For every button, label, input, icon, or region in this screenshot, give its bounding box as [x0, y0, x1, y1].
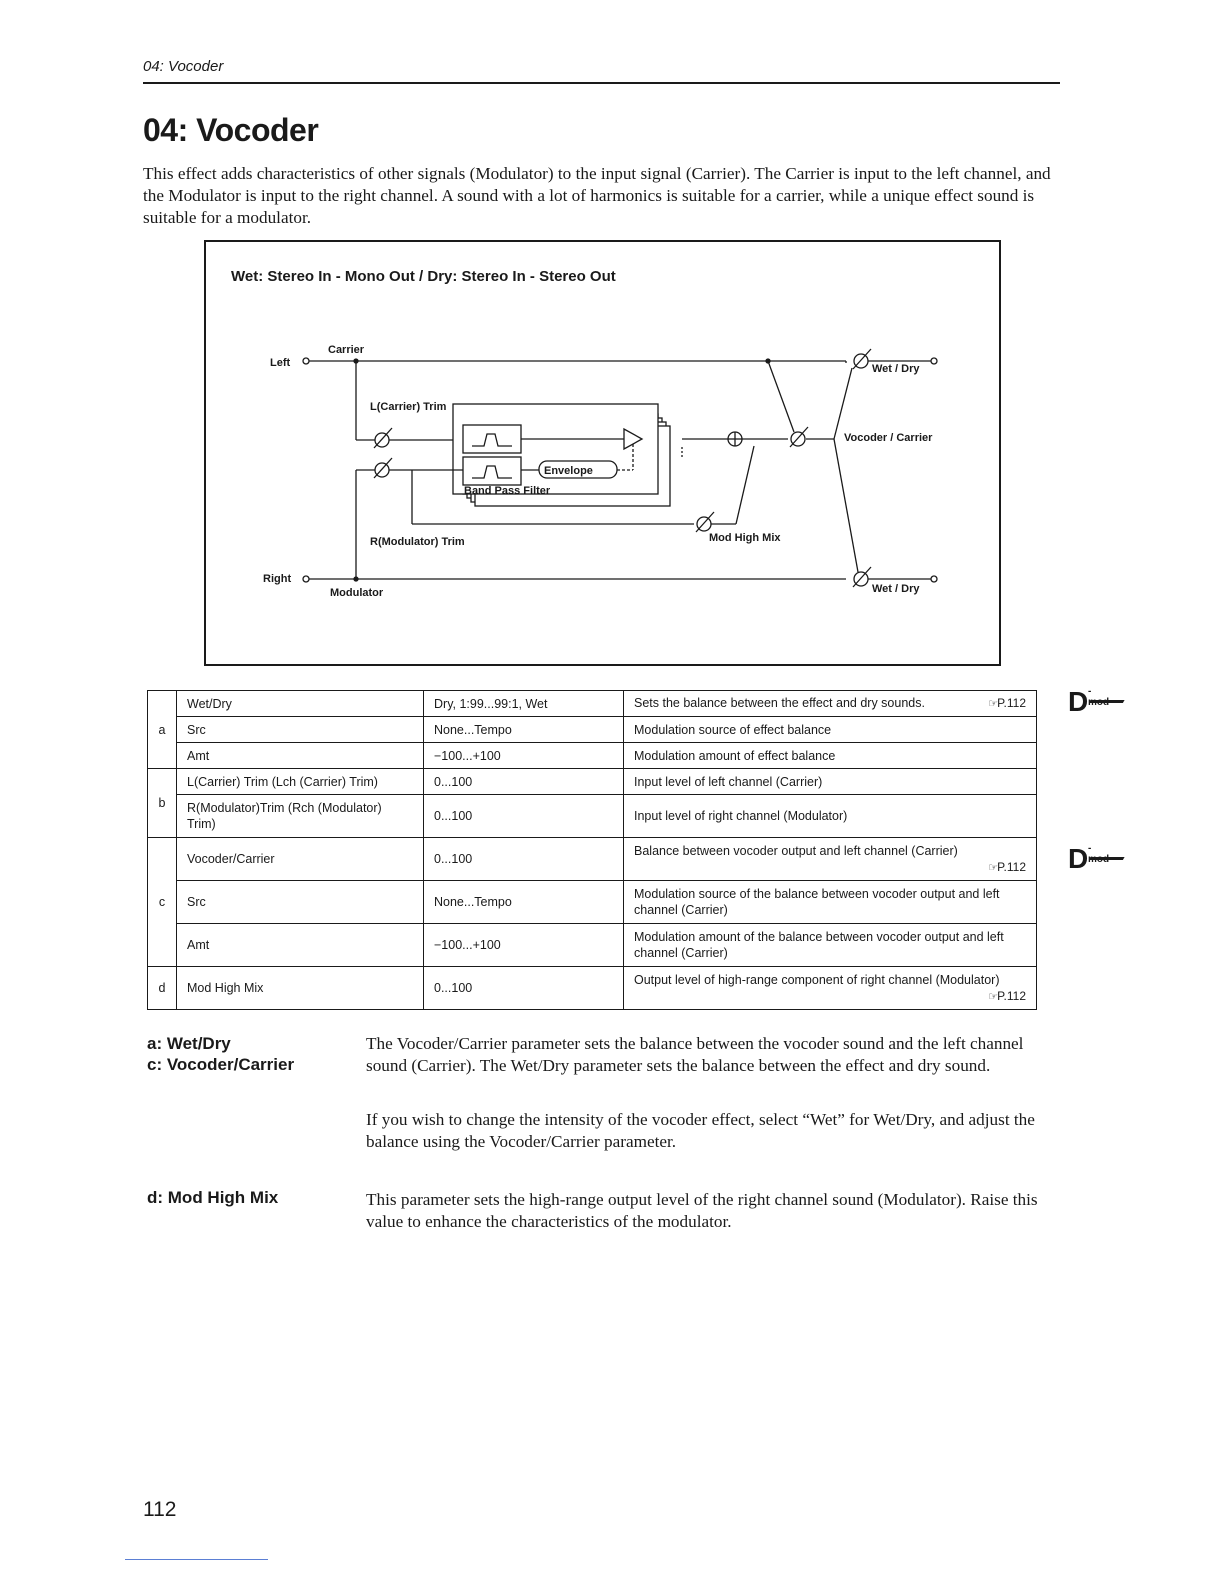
section-heading: d: Mod High Mix — [147, 1188, 279, 1207]
param-desc-cell — [624, 838, 1037, 881]
param-range: 0...100 — [424, 967, 624, 1010]
param-name: L(Carrier) Trim (Lch (Carrier) Trim) — [177, 769, 424, 795]
table-row — [148, 838, 1037, 881]
section-heading: a: Wet/Dry — [147, 1034, 231, 1053]
table-row — [148, 795, 1037, 838]
envelope-label: Envelope — [544, 465, 593, 477]
group-cell: a — [148, 691, 177, 769]
modulator-label: Modulator — [330, 587, 384, 599]
param-desc: Input level of left channel (Carrier) — [624, 769, 1037, 795]
section-paragraph: If you wish to change the intensity of the vocoder effect, select “Wet” for Wet/Dry, and adjust the balance using the Vocoder/Carrier parameter. — [366, 1110, 1035, 1151]
group-cell: b — [148, 769, 177, 838]
page-ref: ☞P.112 — [988, 859, 1026, 874]
table-row — [148, 717, 1037, 743]
diagram-drawing — [206, 242, 1003, 668]
right-input-jack — [303, 576, 309, 582]
r-trim-label: R(Modulator) Trim — [370, 536, 465, 548]
band-pass-label: Band Pass Filter — [464, 485, 551, 497]
group-cell: c — [148, 838, 177, 967]
param-name: Vocoder/Carrier — [177, 838, 424, 881]
intro-paragraph: This effect adds characteristics of other signals (Modulator) to the input signal (Carrier). The Carrier is input to the left channel, and the Modulator is input to the right channel. A sound with a lot of harmonics is suitable for a carrier, while a unique effect sound is suitable for a modulator. — [143, 164, 1051, 227]
page-title: 04: Vocoder — [143, 112, 319, 148]
param-range: Dry, 1:99...99:1, Wet — [424, 691, 624, 717]
param-desc-cell — [624, 691, 1037, 717]
table-row — [148, 769, 1037, 795]
wet-dry-top-label: Wet / Dry — [872, 363, 920, 375]
table-row — [148, 924, 1037, 967]
param-desc: Input level of right channel (Modulator) — [624, 795, 1037, 838]
table-row — [148, 743, 1037, 769]
parameter-table — [147, 690, 1037, 1010]
table-row — [148, 881, 1037, 924]
vocoder-carrier-label: Vocoder / Carrier — [844, 432, 933, 444]
section-heading: c: Vocoder/Carrier — [147, 1055, 295, 1074]
param-range: −100...+100 — [424, 924, 624, 967]
table-row — [148, 691, 1037, 717]
left-input-jack — [303, 358, 309, 364]
param-desc-cell — [624, 967, 1037, 1010]
group-cell: d — [148, 967, 177, 1010]
dmod-badge: D -mod — [1068, 688, 1088, 716]
carrier-label: Carrier — [328, 344, 365, 356]
param-desc: Modulation source of effect balance — [624, 717, 1037, 743]
dmod-badge: D -mod — [1068, 845, 1088, 873]
param-range: −100...+100 — [424, 743, 624, 769]
mod-high-mix-label: Mod High Mix — [709, 532, 781, 544]
right-label: Right — [263, 573, 292, 585]
param-desc: Output level of high-range component of right channel (Modulator) — [634, 972, 1000, 987]
param-range: None...Tempo — [424, 717, 624, 743]
param-name: Wet/Dry — [177, 691, 424, 717]
signal-flow-diagram — [204, 240, 1001, 666]
left-label: Left — [270, 357, 291, 369]
page-ref: ☞P.112 — [988, 988, 1026, 1003]
param-name: R(Modulator)Trim (Rch (Modulator) Trim) — [177, 795, 424, 838]
param-name: Src — [177, 717, 424, 743]
header-rule — [143, 82, 1060, 84]
wet-dry-bottom-label: Wet / Dry — [872, 583, 920, 595]
param-name: Amt — [177, 924, 424, 967]
param-range: None...Tempo — [424, 881, 624, 924]
section-paragraph: The Vocoder/Carrier parameter sets the balance between the vocoder sound and the left channel sound (Carrier). The Wet/Dry parameter sets the balance between the effect and dry sound. — [366, 1034, 1024, 1075]
section-paragraph: This parameter sets the high-range output level of the right channel sound (Modulator). Raise this value to enhance the characteristics of the modulator. — [366, 1190, 1038, 1231]
footer-rule — [125, 1559, 268, 1560]
diagram-title: Wet: Stereo In - Mono Out / Dry: Stereo In - Stereo Out — [231, 268, 616, 285]
page-number: 112 — [143, 1498, 177, 1521]
l-trim-label: L(Carrier) Trim — [370, 401, 447, 413]
page-ref: ☞P.112 — [988, 696, 1026, 710]
param-desc: Modulation source of the balance between vocoder output and left channel (Carrier) — [624, 881, 1037, 924]
param-range: 0...100 — [424, 838, 624, 881]
param-desc: Sets the balance between the effect and dry sounds. — [634, 696, 925, 710]
running-head: 04: Vocoder — [143, 58, 224, 75]
param-name: Mod High Mix — [177, 967, 424, 1010]
param-name: Src — [177, 881, 424, 924]
param-range: 0...100 — [424, 769, 624, 795]
param-desc: Modulation amount of effect balance — [624, 743, 1037, 769]
param-range: 0...100 — [424, 795, 624, 838]
param-desc: Balance between vocoder output and left channel (Carrier) — [634, 843, 958, 858]
param-name: Amt — [177, 743, 424, 769]
table-row — [148, 967, 1037, 1010]
param-desc: Modulation amount of the balance between vocoder output and left channel (Carrier) — [624, 924, 1037, 967]
